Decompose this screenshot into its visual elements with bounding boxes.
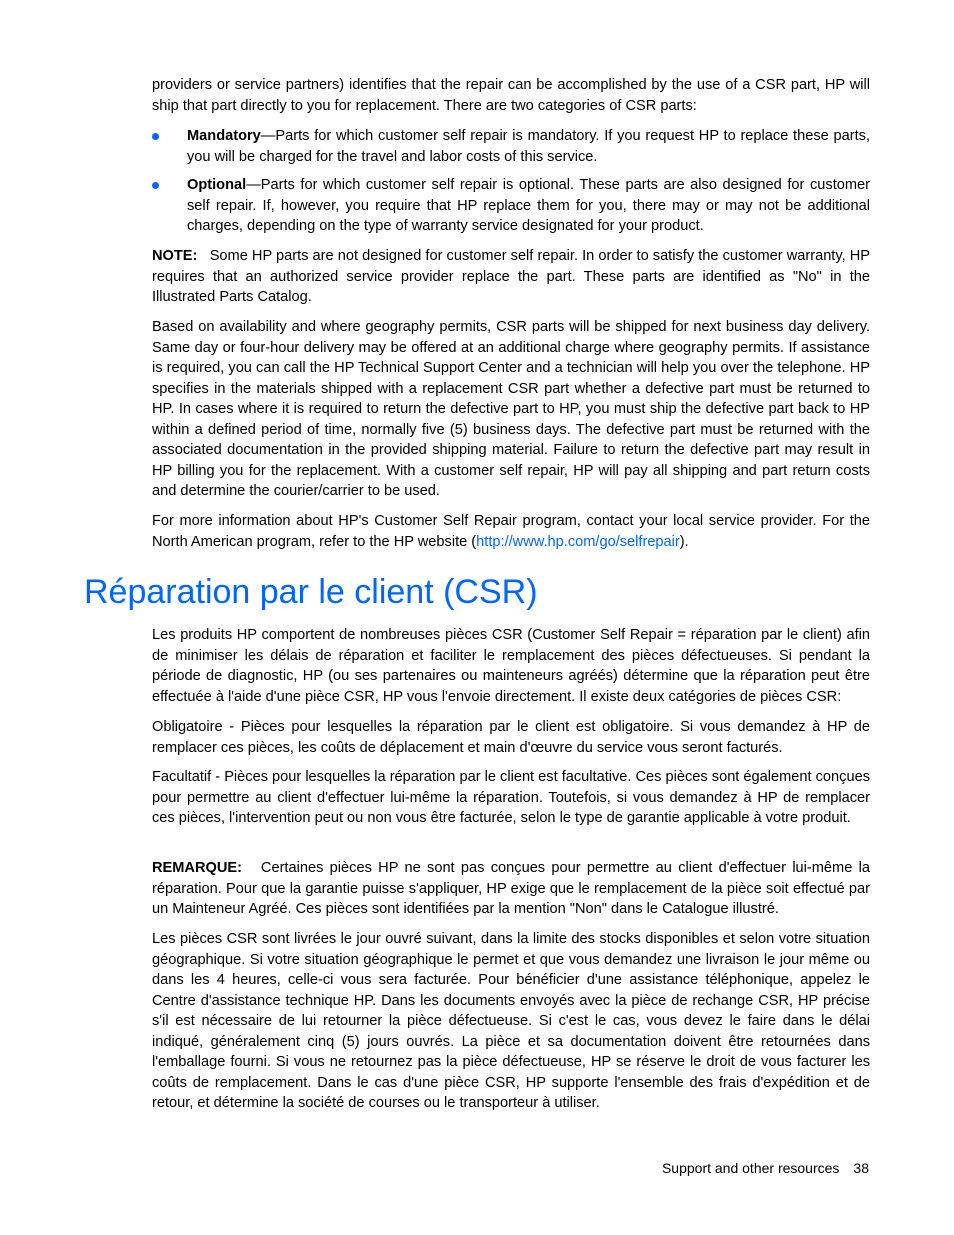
bullet-term: Optional bbox=[187, 177, 247, 193]
bullet-text: —Parts for which customer self repair is mandatory. If you request HP to replace these parts, you will be charged for the travel and labor costs of this service. bbox=[187, 128, 870, 165]
fr-intro-paragraph: Les produits HP comportent de nombreuses pièces CSR (Customer Self Repair = réparation par le client) afin de minimiser les délais de réparation et faciliter le remplacement des pièces défectueuses. Si pendant la période de diagnostic, HP (ou ses partenaires ou mainteneurs agréés) détermine que la réparation peut être effectuée à l'aide d'une pièce CSR, HP vous l'envoie directement. Il existe deux catégories de pièces CSR: bbox=[152, 627, 870, 705]
bullet-term: Mandatory bbox=[187, 128, 261, 144]
page-footer bbox=[662, 1158, 869, 1178]
note-paragraph bbox=[152, 246, 870, 308]
fr-note-paragraph bbox=[152, 858, 870, 920]
note-label: REMARQUE: bbox=[152, 860, 242, 876]
intro-paragraph: providers or service partners) identifies that the repair can be accomplished by the use of a CSR part, HP will ship that part directly to you for replacement. There are two categories of CSR parts: bbox=[152, 77, 870, 114]
bullet-icon bbox=[152, 133, 159, 140]
bullet-icon bbox=[152, 182, 159, 189]
note-text: Certaines pièces HP ne sont pas conçues pour permettre au client d'effectuer lui-même la réparation. Pour que la garantie puisse s'appliquer, HP exige que le remplacement de la pièce soit effectué par un Mainteneur Agréé. Ces pièces sont identifiées par la mention "Non" dans le Catalogue illustré. bbox=[152, 860, 870, 917]
fr-facultatif-paragraph: Facultatif - Pièces pour lesquelles la réparation par le client est facultative. Ces pièces sont également conçues pour permettre au client d'effectuer lui-même la réparation. Toutefois, si vous demandez à HP de remplacer ces pièces, l'intervention peut ou non vous être facturée, selon le type de garantie applicable à votre produit. bbox=[152, 769, 870, 826]
delivery-paragraph: Based on availability and where geography permits, CSR parts will be shipped for next business day delivery. Same day or four-hour delivery may be offered at an additional charge where geography permits. If assistance is required, you can call the HP Technical Support Center and a technician will help you over the telephone. HP specifies in the materials shipped with a replacement CSR part whether a defective part must be returned to HP. In cases where it is required to return the defective part to HP, you must ship the defective part back to HP within a defined period of time, normally five (5) business days. The defective part must be returned with the associated documentation in the provided shipping material. Failure to return the defective part may result in HP billing you for the replacement. With a customer self repair, HP will pay all shipping and part return costs and determine the courier/carrier to be used. bbox=[152, 319, 870, 499]
note-label: NOTE: bbox=[152, 248, 198, 264]
more-info-paragraph: For more information about HP's Customer Self Repair program, contact your local service provider. For the North American program, refer to the HP website (http://www.hp.com/go/selfrepair). bbox=[152, 513, 870, 550]
section-heading: Réparation par le client (CSR) bbox=[84, 573, 538, 611]
hp-selfrepair-link[interactable]: http://www.hp.com/go/selfrepair bbox=[476, 533, 680, 550]
page-number: 38 bbox=[853, 1160, 869, 1176]
fr-obligatoire-paragraph: Obligatoire - Pièces pour lesquelles la réparation par le client est obligatoire. Si vous demandez à HP de remplacer ces pièces, les coûts de déplacement et main d'œuvre du service vous seront facturés. bbox=[152, 719, 870, 756]
note-text: Some HP parts are not designed for customer self repair. In order to satisfy the customer warranty, HP requires that an authorized service provider replace the part. These parts are identified as "No" in the Illustrated Parts Catalog. bbox=[152, 248, 870, 305]
fr-delivery-paragraph: Les pièces CSR sont livrées le jour ouvré suivant, dans la limite des stocks disponibles et selon votre situation géographique. Si votre situation géographique le permet et que vous demandez une livraison le jour même ou dans les 4 heures, celle-ci vous sera facturée. Pour bénéficier d'une assistance téléphonique, appelez le Centre d'assistance technique HP. Dans les documents envoyés avec la pièce de rechange CSR, HP précise s'il est nécessaire de lui retourner la pièce défectueuse. Si c'est le cas, vous devez le faire dans le délai indiqué, généralement cinq (5) jours ouvrés. La pièce et sa documentation doivent être retournées dans l'emballage fourni. Si vous ne retournez pas la pièce défectueuse, HP se réserve le droit de vous facturer les coûts de remplacement. Dans le cas d'une pièce CSR, HP supporte l'ensemble des frais d'expédition et de retour, et détermine la société de courses ou le transporteur à utiliser. bbox=[152, 931, 870, 1111]
bullet-text: —Parts for which customer self repair is optional. These parts are also designed for customer self repair. If, however, you require that HP replace them for you, there may or may not be additional charges, depending on the type of warranty service designated for your product. bbox=[187, 177, 870, 234]
footer-section-title: Support and other resources bbox=[661, 1160, 840, 1176]
bullet-mandatory bbox=[152, 126, 870, 167]
bullet-optional bbox=[152, 175, 870, 237]
